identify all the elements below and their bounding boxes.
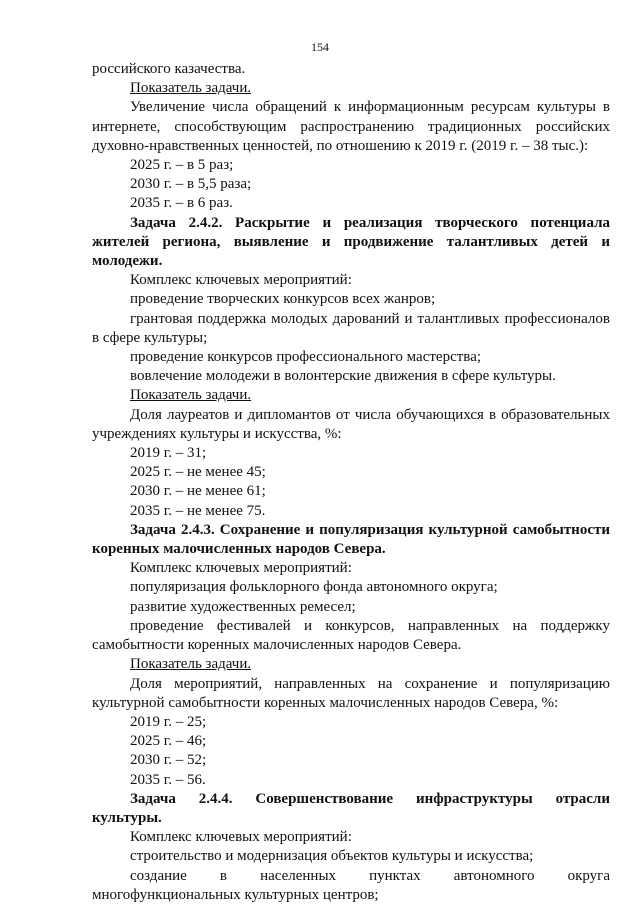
list-item: развитие художественных ремесел; bbox=[130, 598, 356, 615]
list-item: проведение фестивалей и конкурсов, направленных на поддержку самобытности коренных малочисленных народов Севера. bbox=[92, 617, 610, 654]
paragraph: Увеличение числа обращений к информационным ресурсам культуры в интернете, способствующим распространению традиционных российских духовно-нравственных ценностей, по отношению к 2019 г. (2019 г. – 38 тыс.): bbox=[92, 99, 610, 154]
list-item: 2030 г. – 52; bbox=[130, 752, 207, 769]
list-item: строительство и модернизация объектов культуры и искусства; bbox=[130, 848, 534, 865]
paragraph: Доля лауреатов и дипломантов от числа обучающихся в образовательных учреждениях культуры и искусства, %: bbox=[92, 406, 610, 442]
paragraph: Комплекс ключевых мероприятий: bbox=[130, 829, 352, 846]
task-heading: Задача 2.4.3. Сохранение и популяризация культурной самобытности коренных малочисленных народов Севера. bbox=[92, 521, 610, 558]
task-heading-line bbox=[92, 790, 610, 809]
list-item: 2019 г. – 31; bbox=[130, 445, 207, 462]
paragraph: российского казачества. bbox=[92, 61, 246, 77]
list-item: 2025 г. – не менее 45; bbox=[130, 464, 266, 481]
list-item: грантовая поддержка молодых дарований и талантливых профессионалов в сфере культуры; bbox=[92, 310, 610, 346]
list-item: 2030 г. – не менее 61; bbox=[130, 483, 266, 500]
indicator-heading bbox=[92, 386, 610, 405]
list-item: 2035 г. – 56. bbox=[130, 771, 206, 788]
list-item: вовлечение молодежи в волонтерские движения в сфере культуры. bbox=[130, 368, 556, 385]
indicator-heading-text: Показатель задачи. bbox=[130, 656, 252, 673]
word: создание bbox=[130, 867, 187, 884]
word: округа bbox=[567, 867, 610, 884]
paragraph: Доля мероприятий, направленных на сохранение и популяризацию культурной самобытности коренных малочисленных народов Севера, %: bbox=[92, 675, 610, 711]
list-item: популяризация фольклорного фонда автономного округа; bbox=[130, 579, 498, 596]
list-item: проведение творческих конкурсов всех жанров; bbox=[130, 291, 436, 308]
paragraph: Комплекс ключевых мероприятий: bbox=[130, 560, 352, 577]
task-heading: Задача 2.4.2. Раскрытие и реализация творческого потенциала жителей региона, выявление и продвижение талантливых детей и молодежи. bbox=[92, 214, 610, 270]
task-heading-continuation: культуры. bbox=[92, 809, 162, 826]
word: 2.4.4. bbox=[198, 790, 233, 807]
indicator-heading-text: Показатель задачи. bbox=[130, 387, 252, 404]
indicator-heading-text: Показатель задачи. bbox=[130, 80, 252, 97]
word: Задача bbox=[130, 790, 176, 807]
list-item: 2035 г. – в 6 раз. bbox=[130, 195, 233, 212]
word: отрасли bbox=[555, 790, 610, 807]
word: автономного bbox=[453, 867, 535, 884]
list-item-line bbox=[92, 867, 610, 886]
list-item: 2019 г. – 25; bbox=[130, 713, 207, 730]
list-item: 2030 г. – в 5,5 раза; bbox=[130, 176, 252, 193]
word: в bbox=[219, 867, 227, 884]
document-body bbox=[92, 60, 610, 905]
word: инфраструктуры bbox=[415, 790, 533, 807]
list-item: проведение конкурсов профессионального мастерства; bbox=[130, 349, 482, 366]
list-item: 2025 г. – 46; bbox=[130, 733, 207, 750]
page-number: 154 bbox=[311, 40, 329, 54]
list-item: 2035 г. – не менее 75. bbox=[130, 502, 266, 519]
indicator-heading bbox=[92, 79, 610, 98]
indicator-heading bbox=[92, 655, 610, 674]
word: населенных bbox=[260, 867, 337, 884]
list-item-continuation: многофункциональных культурных центров; bbox=[92, 886, 379, 903]
word: пунктах bbox=[369, 867, 421, 884]
paragraph: Комплекс ключевых мероприятий: bbox=[130, 272, 352, 289]
list-item: 2025 г. – в 5 раз; bbox=[130, 157, 234, 174]
word: Совершенствование bbox=[255, 790, 394, 807]
